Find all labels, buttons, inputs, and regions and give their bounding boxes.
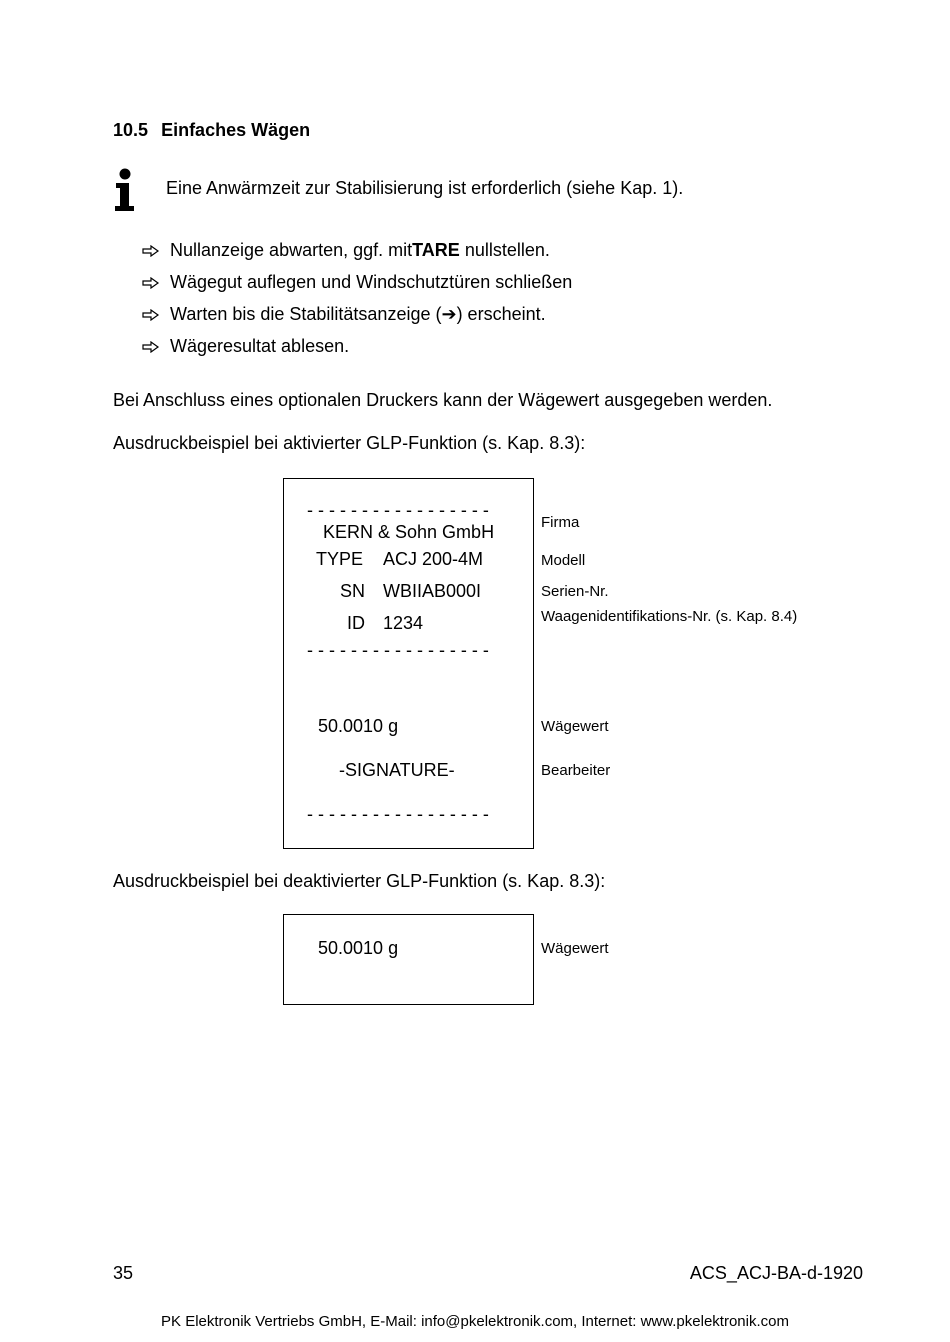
paragraph-glp-off: Ausdruckbeispiel bei deaktivierter GLP-Funktion (s. Kap. 8.3):: [113, 871, 606, 891]
dash-line: - - - - - - - - - - - - - - - - -: [307, 640, 489, 660]
document-code: ACS_ACJ-BA-d-1920: [689, 1263, 863, 1283]
step-text: Warten bis die Stabilitätsanzeige (: [170, 304, 442, 324]
paragraph-printer: Bei Anschluss eines optionalen Druckers kann der Wägewert ausgegeben werden.: [113, 390, 773, 410]
step-item: [142, 336, 349, 357]
outline-arrow-icon: [142, 245, 160, 257]
label-firma: Firma: [541, 514, 580, 531]
printout-id-key: ID: [347, 613, 365, 633]
page-number: 35: [113, 1263, 134, 1283]
label-serien-nr: Serien-Nr.: [541, 583, 609, 600]
step-text: nullstellen.: [459, 240, 550, 260]
footer-company: PK Elektronik Vertriebs GmbH, E-Mail: info@pkelektronik.com, Internet: www.pkelektronik.com: [161, 1313, 789, 1330]
dash-line: - - - - - - - - - - - - - - - - -: [307, 500, 489, 520]
outline-arrow-icon: [142, 309, 160, 321]
printout-signature: -SIGNATURE-: [339, 760, 455, 780]
step-item: [142, 304, 546, 325]
info-text: Eine Anwärmzeit zur Stabilisierung ist erforderlich (siehe Kap. 1).: [166, 178, 684, 198]
printout-id-value: 1234: [383, 613, 424, 633]
printout-sn-value: WBIIAB000I: [383, 581, 482, 601]
step-text: ) erscheint.: [456, 304, 546, 324]
section-heading: [113, 120, 310, 141]
section-number: 10.5: [113, 120, 149, 140]
printout-sn-key: SN: [340, 581, 366, 601]
printout-company: KERN & Sohn GmbH: [323, 522, 495, 542]
label-waagen-id: Waagenidentifikations-Nr. (s. Kap. 8.4): [541, 608, 798, 625]
printout-type-value: ACJ 200-4M: [383, 549, 484, 569]
label-bearbeiter: Bearbeiter: [541, 762, 611, 779]
section-title: Einfaches Wägen: [161, 120, 311, 140]
step-text: Wägegut auflegen und Windschutztüren schließen: [170, 272, 573, 292]
printout-weight: 50.0010 g: [318, 716, 399, 736]
printout-type-key: TYPE: [316, 549, 364, 569]
label-modell: Modell: [541, 552, 586, 569]
paragraph-glp-on: Ausdruckbeispiel bei aktivierter GLP-Funktion (s. Kap. 8.3):: [113, 433, 586, 453]
step-keyword: TARE: [412, 240, 460, 260]
stability-arrow-icon: ➔: [441, 304, 457, 324]
step-item: [142, 272, 572, 293]
label-waegewert: Wägewert: [541, 718, 609, 735]
step-text: Wägeresultat ablesen.: [170, 336, 350, 356]
outline-arrow-icon: [142, 277, 160, 289]
outline-arrow-icon: [142, 341, 160, 353]
label-plain-waegewert: Wägewert: [541, 940, 609, 957]
dash-line: - - - - - - - - - - - - - - - - -: [307, 804, 489, 824]
printout-plain-weight: 50.0010 g: [318, 938, 399, 958]
info-icon: [112, 168, 138, 212]
printout-plain-box: [283, 914, 534, 1005]
step-text: Nullanzeige abwarten, ggf. mit: [170, 240, 413, 260]
step-item: [142, 240, 550, 261]
